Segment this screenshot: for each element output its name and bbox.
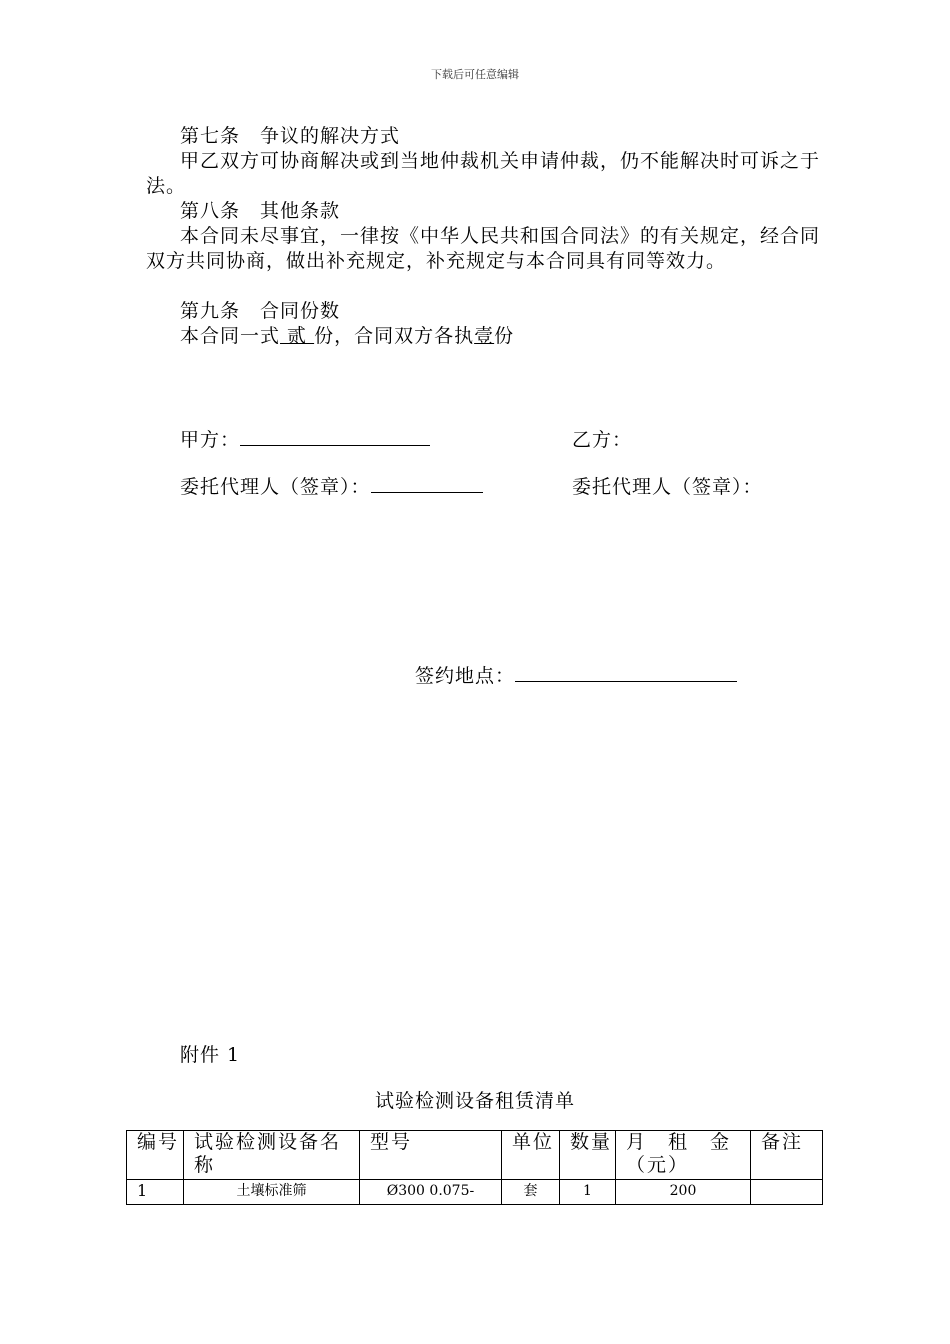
- col-header-quantity: 数量: [560, 1131, 616, 1180]
- party-a-line: [240, 427, 430, 446]
- cell-number: 1: [127, 1180, 184, 1205]
- signing-location-label: 签约地点：: [415, 665, 516, 687]
- article9-prefix: 本合同一式: [180, 325, 281, 347]
- party-b-signature: [572, 425, 632, 452]
- agent-b-signature: [572, 472, 763, 499]
- article9-middle: 份，合同双方各执: [314, 325, 475, 347]
- equipment-rental-table: [126, 1130, 823, 1205]
- signing-location: [415, 661, 737, 688]
- col-header-unit: 单位: [502, 1131, 560, 1180]
- agent-b-label: 委托代理人（签章）：: [572, 476, 763, 498]
- signing-location-line: [515, 663, 737, 682]
- agent-a-line: [371, 474, 483, 493]
- article9-title: 第九条 合同份数: [180, 300, 341, 322]
- cell-name: 土壤标准筛: [184, 1180, 360, 1205]
- col-header-number: 编号: [127, 1131, 184, 1180]
- attachment-label: 附件 1: [180, 1044, 241, 1066]
- table-row: [127, 1180, 823, 1205]
- attachment-title: 试验检测设备租赁清单: [374, 1090, 575, 1112]
- article8-title: 第八条 其他条款: [180, 200, 341, 222]
- cell-monthly-rent: 200: [616, 1180, 751, 1205]
- cell-quantity: 1: [560, 1180, 616, 1205]
- col-header-name: 试验检测设备名称: [184, 1131, 360, 1180]
- copies-each: 壹: [474, 325, 495, 347]
- party-b-label: 乙方：: [572, 429, 633, 451]
- col-header-remarks: 备注: [751, 1131, 823, 1180]
- party-a-signature: [180, 425, 430, 452]
- party-a-label: 甲方：: [180, 429, 241, 451]
- table-header-row: [127, 1131, 823, 1180]
- article8-body: 本合同未尽事宜，一律按《中华人民共和国合同法》的有关规定，经合同双方共同协商，做出补充规定，补充规定与本合同具有同等效力。: [146, 225, 821, 272]
- cell-model: Ø300 0.075-: [360, 1180, 502, 1205]
- col-header-monthly-rent: 月 租 金（元）: [616, 1131, 751, 1180]
- col-header-model: 型号: [360, 1131, 502, 1180]
- agent-a-label: 委托代理人（签章）：: [180, 476, 371, 498]
- cell-remarks: [751, 1180, 823, 1205]
- copies-total: 贰: [280, 325, 315, 347]
- header-note: 下载后可任意编辑: [431, 68, 519, 81]
- agent-a-signature: [180, 472, 483, 499]
- cell-unit: 套: [502, 1180, 560, 1205]
- article7-title: 第七条 争议的解决方式: [180, 125, 401, 147]
- article7-body: 甲乙双方可协商解决或到当地仲裁机关申请仲裁，仍不能解决时可诉之于法。: [146, 150, 821, 197]
- article9-suffix: 份: [494, 325, 515, 347]
- article9-body: [146, 324, 826, 349]
